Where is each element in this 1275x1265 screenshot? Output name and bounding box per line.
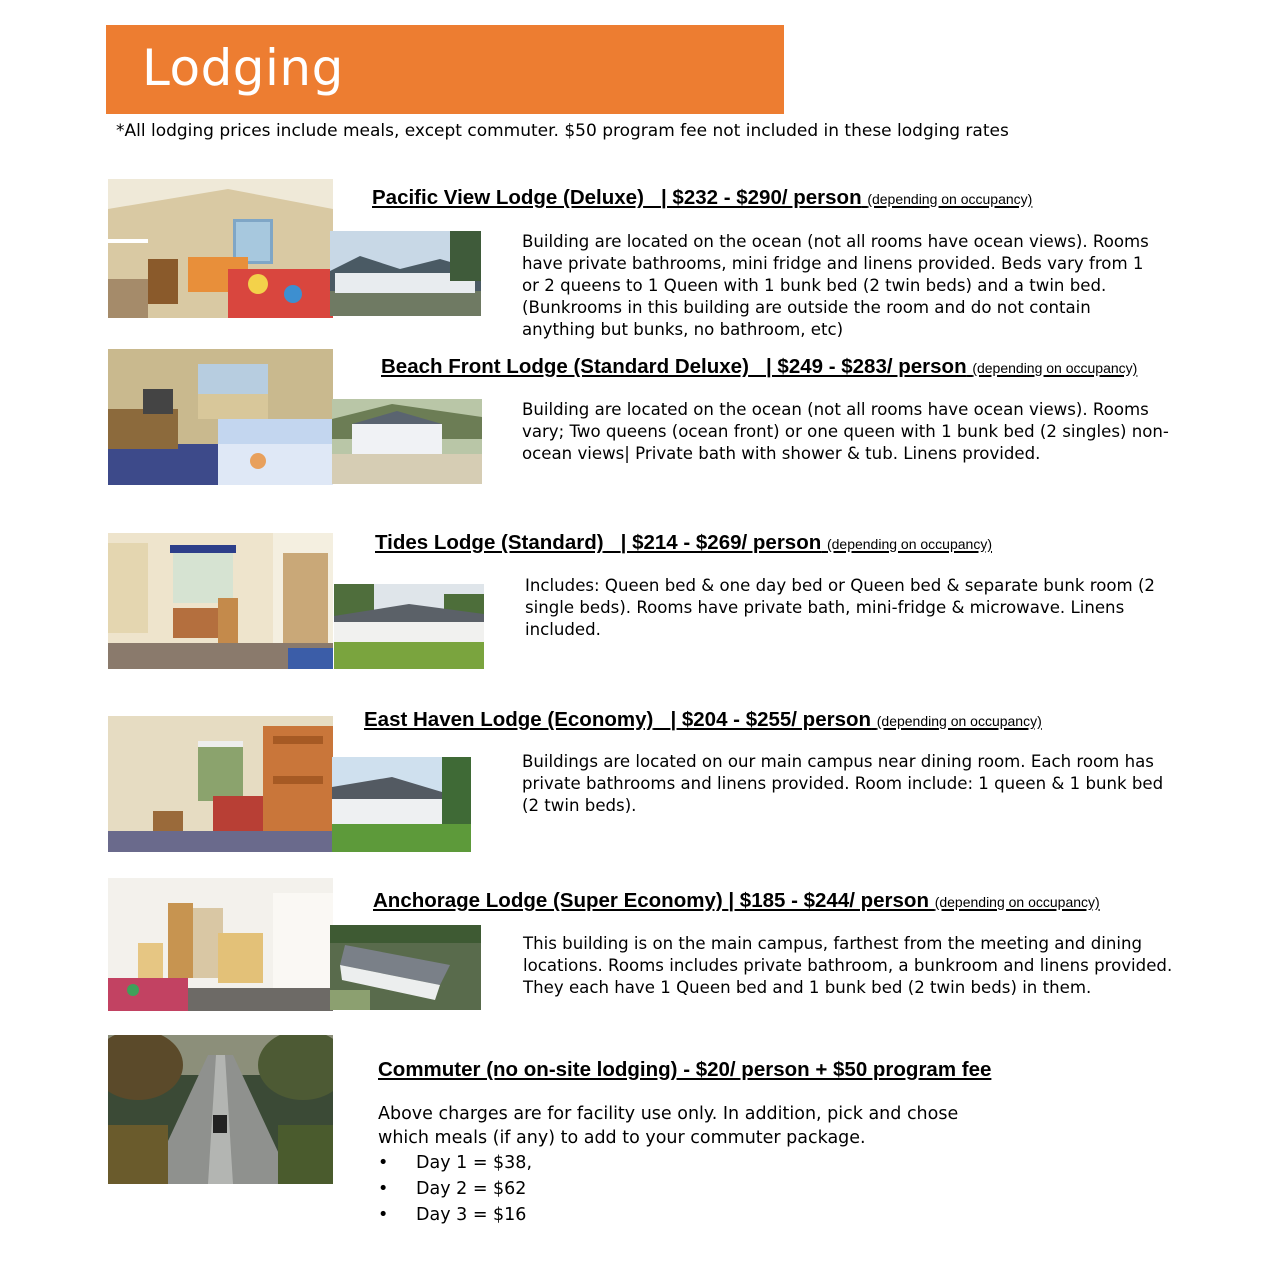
lodge-price: | $214 - $269/ person <box>620 531 822 554</box>
lodge-description: This building is on the main campus, farthest from the meeting and dining locations. Rooms includes private bathroom, a bunkroom and linens provided. They each have 1 Queen bed and 1 bunk bed (2 twin beds) in them. <box>523 934 1173 997</box>
lodge-occupancy: (depending on occupancy) <box>826 536 992 552</box>
room-photo-icon <box>108 716 333 852</box>
lodge-occupancy: (depending on occupancy) <box>972 360 1138 376</box>
lodge-description: Building are located on the ocean (not all rooms have ocean views). Rooms have private bathrooms, mini fridge and linens provided. Beds vary from 1 or 2 queens to 1 Queen with 1 bunk bed (2 twin beds) and a twin bed. (Bunkrooms in this building are outside the room and do not contain anything but bunks, no bathroom, etc) <box>522 232 1149 339</box>
bullet-icon: • <box>378 1205 389 1225</box>
lodge-occupancy: (depending on occupancy) <box>867 191 1033 207</box>
room-photo-icon <box>108 179 333 318</box>
lodge-name: Tides Lodge (Standard) <box>375 531 604 554</box>
lodge-occupancy: (depending on occupancy) <box>876 713 1042 729</box>
building-photo-icon <box>330 925 481 1010</box>
pricing-note: *All lodging prices include meals, except commuter. $50 program fee not included in these lodging rates <box>116 121 1009 141</box>
meal-item: Day 3 = $16 <box>416 1205 527 1225</box>
room-photo-icon <box>108 349 333 485</box>
list-item <box>378 1150 532 1176</box>
road-photo-icon <box>108 1035 333 1184</box>
lodge-name: Beach Front Lodge (Standard Deluxe) <box>381 355 749 378</box>
building-photo-icon <box>334 584 484 669</box>
list-item <box>378 1176 532 1202</box>
bullet-icon: • <box>378 1153 389 1173</box>
lodge-heading <box>364 708 1042 732</box>
room-photo-icon <box>108 878 333 1011</box>
lodge-price: | $249 - $283/ person <box>766 355 967 378</box>
lodge-occupancy: (depending on occupancy) <box>934 894 1100 910</box>
commuter-description: Above charges are for facility use only. In addition, pick and chose which meals (if any) to add to your commuter package. <box>378 1104 959 1148</box>
building-photo-icon <box>330 231 481 316</box>
lodge-heading <box>381 355 1137 379</box>
lodge-heading <box>372 186 1032 210</box>
list-item <box>378 1202 532 1228</box>
lodge-heading <box>375 531 992 555</box>
lodge-price: | $204 - $255/ person <box>670 708 872 731</box>
title-banner <box>106 25 784 114</box>
lodge-price: | $232 - $290/ person <box>661 186 862 209</box>
lodge-description: Building are located on the ocean (not all rooms have ocean views). Rooms vary; Two queens (ocean front) or one queen with 1 bunk bed (2 singles) non-ocean views| Private bath with shower & tub. Linens provided. <box>522 400 1169 463</box>
building-photo-icon <box>332 757 471 852</box>
meal-list <box>378 1150 532 1228</box>
meal-item: Day 1 = $38, <box>416 1153 533 1173</box>
building-photo-icon <box>332 399 482 484</box>
bullet-icon: • <box>378 1179 389 1199</box>
commuter-heading: Commuter (no on-site lodging) - $20/ person + $50 program fee <box>378 1058 992 1081</box>
lodge-heading <box>373 889 1100 913</box>
page-title: Lodging <box>142 39 344 97</box>
lodge-description: Includes: Queen bed & one day bed or Queen bed & separate bunk room (2 single beds). Rooms have private bath, mini-fridge & microwave. Linens included. <box>525 576 1155 639</box>
room-photo-icon <box>108 533 333 669</box>
lodge-name: Anchorage Lodge (Super Economy) <box>373 889 723 912</box>
meal-item: Day 2 = $62 <box>416 1179 527 1199</box>
lodge-price: | $185 - $244/ person <box>728 889 929 912</box>
lodge-description: Buildings are located on our main campus near dining room. Each room has private bathrooms and linens provided. Room include: 1 queen & 1 bunk bed (2 twin beds). <box>522 752 1164 815</box>
lodge-name: East Haven Lodge (Economy) <box>364 708 654 731</box>
lodge-name: Pacific View Lodge (Deluxe) <box>372 186 644 209</box>
